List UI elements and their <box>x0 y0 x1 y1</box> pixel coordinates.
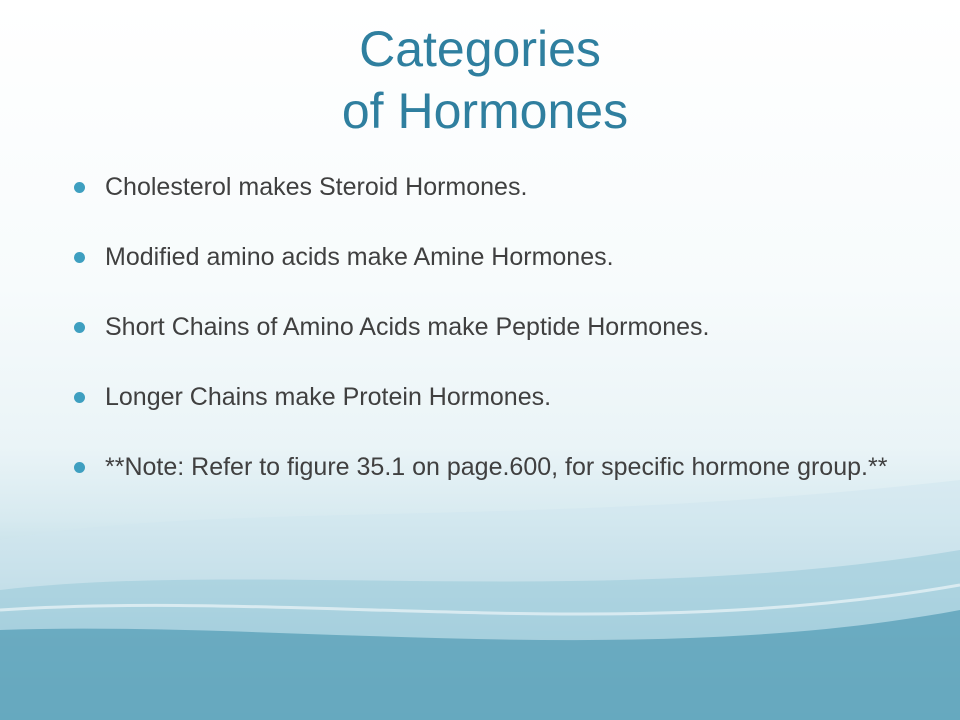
title-line-2: of Hormones <box>341 83 629 139</box>
bullet-item <box>70 450 890 484</box>
title-line-1: Categories <box>359 21 601 77</box>
slide-title <box>0 18 960 142</box>
bullet-dot-icon <box>74 252 85 263</box>
bullet-dot-icon <box>74 322 85 333</box>
bullet-item <box>70 310 890 344</box>
bullet-list <box>70 170 890 520</box>
bullet-item <box>70 170 890 204</box>
bullet-text: Modified amino acids make Amine Hormones. <box>105 243 614 271</box>
bullet-text: Short Chains of Amino Acids make Peptide Hormones. <box>105 313 710 341</box>
bullet-text: Cholesterol makes Steroid Hormones. <box>105 173 528 201</box>
bullet-dot-icon <box>74 182 85 193</box>
bullet-dot-icon <box>74 462 85 473</box>
bullet-text: **Note: Refer to figure 35.1 on page.600, for specific hormone group.** <box>105 453 888 481</box>
bullet-item <box>70 380 890 414</box>
bullet-item <box>70 240 890 274</box>
bullet-text: Longer Chains make Protein Hormones. <box>105 383 552 411</box>
bullet-dot-icon <box>74 392 85 403</box>
